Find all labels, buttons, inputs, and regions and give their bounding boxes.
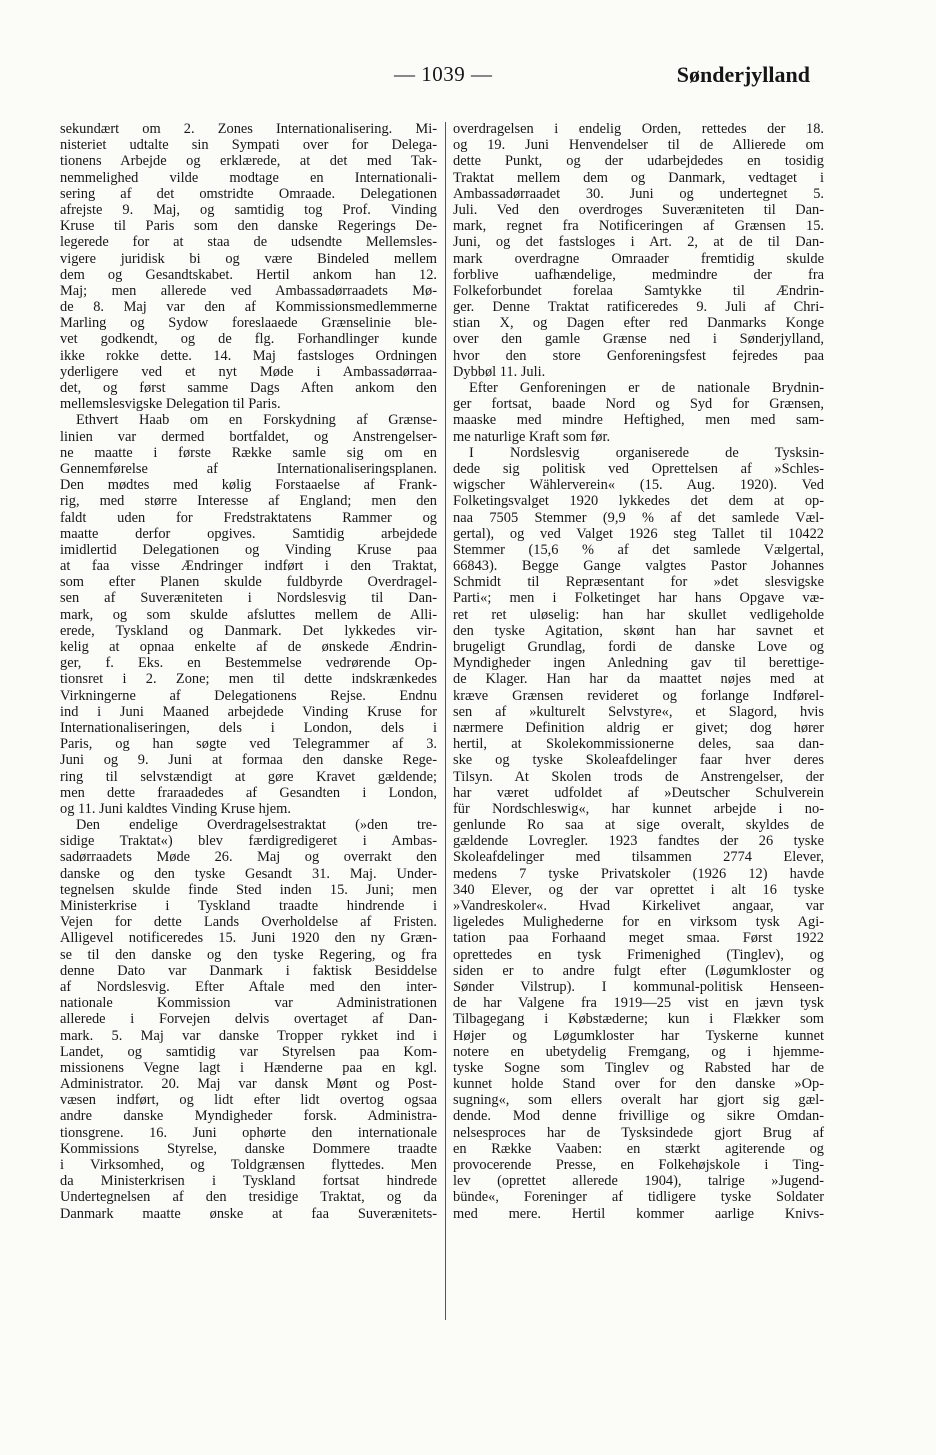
right-column bbox=[453, 121, 824, 1222]
text-line: legerede for at staa de udsendte Mellemsles- bbox=[60, 234, 437, 251]
text-line: bünde«, Foreninger af tidligere tyske Soldater bbox=[453, 1189, 824, 1206]
text-line: stian X, og Dagen efter red Danmarks Konge bbox=[453, 315, 824, 332]
text-line: Virkningerne af Delegationens Rejse. Endnu bbox=[60, 687, 437, 704]
text-line: siden er to andre fulgt efter (Løgumkloster og bbox=[453, 962, 824, 979]
text-line: Højer og Løgumkloster har Tyskerne kunnet bbox=[453, 1027, 824, 1044]
page-header bbox=[60, 62, 810, 94]
text-line: hvor den store Genforeningsfest fejredes paa bbox=[453, 347, 824, 364]
text-line: Danmark maatte ønske at faa Suverænitets- bbox=[60, 1205, 437, 1222]
text-line: tionsgrene. 16. Juni ophørte den internationale bbox=[60, 1124, 437, 1141]
text-line: linien var dermed bortfaldet, og Anstrengelser- bbox=[60, 428, 437, 445]
text-line: de 8. Maj var den af Kommissionsmedlemmerne bbox=[60, 299, 437, 316]
text-line: 340 Elever, og der var oprettet i alt 16 tyske bbox=[453, 881, 824, 898]
text-line: i Virksomhed, og Toldgrænsen flyttedes. Men bbox=[60, 1157, 437, 1173]
text-line: nemmelighed vilde modtage en Internationali- bbox=[60, 169, 437, 186]
text-line: tionens Arbejde og erklærede, at det med Tak- bbox=[60, 153, 437, 170]
text-line: vigere juridisk bi og være Bindeled mellem bbox=[60, 250, 437, 267]
text-line: Gennemførelse af Internationaliseringsplanen. bbox=[60, 460, 437, 477]
text-line: Marling og Sydow foreslaaede Grænselinie ble- bbox=[60, 315, 437, 332]
text-line: ring til selvstændigt at gøre Kravet gældende; bbox=[60, 768, 437, 785]
text-line: tation paa Forhaand meget smaa. Først 1922 bbox=[453, 930, 824, 947]
text-line: Den mødtes med kølig Forstaaelse af Frank- bbox=[60, 477, 437, 494]
text-line: som efter Planen skulde fuldbyrde Overdragel- bbox=[60, 574, 437, 591]
text-line: Vejen for dette Lands Overholdelse af Fristen. bbox=[60, 914, 437, 931]
text-line: kræve Grænsen revideret og forlange Indførel- bbox=[453, 687, 824, 704]
text-line: sadørraadets Møde 26. Maj og overrakt den bbox=[60, 849, 437, 866]
text-line: dede sig politisk ved Oprettelsen af »Schles- bbox=[453, 460, 824, 477]
text-line: Undertegnelsen af den tresidige Traktat, og da bbox=[60, 1189, 437, 1206]
text-line: brugeligt Grundlag, fordi de danske Love og bbox=[453, 639, 824, 655]
text-line: danske og den tyske Gesandt 31. Maj. Under- bbox=[60, 865, 437, 882]
text-line: mark. 5. Maj var danske Tropper rykket ind i bbox=[60, 1027, 437, 1044]
text-line: at faa visse Ændringer indført i den Traktat, bbox=[60, 558, 437, 575]
text-line: Folketingsvalget 1920 lykkedes det dem at op- bbox=[453, 493, 824, 510]
text-line: maatte derfor opgives. Samtidig arbejdede bbox=[60, 525, 437, 542]
text-line: ikke rokke dette. 14. Maj fastsloges Ordningen bbox=[60, 347, 437, 364]
text-line: afrejste 9. Maj, og samtidig tog Prof. Vinding bbox=[60, 201, 437, 218]
text-line: tegnelsen skulde finde Sted inden 15. Juni; men bbox=[60, 881, 437, 898]
text-line: Maj; men allerede ved Ambassadørraadets Mø- bbox=[60, 282, 437, 299]
text-line: ret ret uløselig: han har skullet vedligeholde bbox=[453, 606, 824, 623]
text-line: de har Valgene fra 1919—25 vist en jævn tysk bbox=[453, 995, 824, 1012]
text-line: mark, og som skulde afsluttes mellem de Alli- bbox=[60, 606, 437, 623]
text-line: Kommissions Styrelse, danske Dommere traadte bbox=[60, 1140, 437, 1157]
text-line: tyske Sogne som Tinglev og Rabsted har de bbox=[453, 1059, 824, 1076]
text-line: Dybbøl 11. Juli. bbox=[453, 363, 546, 380]
text-line: nærmere Definition aldrig er givet; dog hører bbox=[453, 719, 824, 736]
text-line: I Nordslesvig organiserede de Tysksin- bbox=[469, 444, 824, 461]
text-line: ligeledes Mulighederne for en virksom tysk Agi- bbox=[453, 914, 824, 931]
text-line: Paris, og han søgte ved Telegrammer af 3. bbox=[60, 736, 437, 753]
text-line: ske og tyske Skoleafdelinger faar hver deres bbox=[453, 752, 824, 769]
text-line: faldt uden for Fredstraktatens Rammer og bbox=[60, 509, 437, 526]
text-line: Den endelige Overdragelsestraktat (»den tre- bbox=[76, 817, 437, 834]
text-line: sering af det omstridte Omraade. Delegationen bbox=[60, 185, 437, 202]
text-line: den tyske Agitation, skønt han har savnet et bbox=[453, 622, 824, 639]
text-line: erede, Tyskland og Danmark. Det lykkedes vir- bbox=[60, 622, 437, 639]
text-line: andre danske Myndigheder forsk. Administra- bbox=[60, 1108, 437, 1125]
page-number: — 1039 — bbox=[394, 62, 493, 86]
text-line: og 19. Juni Henvendelser til de Allierede om bbox=[453, 137, 824, 154]
text-line: men dette fraraadedes af Gesandten i London, bbox=[60, 784, 437, 801]
text-line: gertal), og ved Valget 1926 steg Tallet til 10422 bbox=[453, 525, 824, 542]
text-line: Folkeforbundet forelaa Samtykke til Ændrin- bbox=[453, 282, 824, 299]
text-line: det, og først samme Dags Aften ankom den bbox=[60, 380, 437, 396]
text-line: Administrator. 20. Maj var dansk Mønt og Post- bbox=[60, 1076, 437, 1093]
text-line: rig, med større Interesse af England; men den bbox=[60, 493, 437, 510]
text-line: Internationaliseringen, dels i London, dels i bbox=[60, 719, 437, 736]
text-line: forblive uafhændelige, medmindre der fra bbox=[453, 266, 824, 283]
text-line: imidlertid Delegationen og Vinding Kruse paa bbox=[60, 541, 437, 558]
text-line: für Nordschleswig«, har kunnet arbejde i no- bbox=[453, 800, 824, 817]
text-line: Alligevel notificeredes 15. Juni 1920 den ny Græn- bbox=[60, 930, 437, 947]
text-line: de Klager. Han har da maattet nøjes med at bbox=[453, 671, 824, 688]
text-line: Kruse til Paris som den danske Regerings De- bbox=[60, 218, 437, 235]
text-line: Efter Genforeningen er de nationale Brydnin- bbox=[469, 380, 824, 396]
text-line: Stemmer (15,6 % af det samlede Vælgertal, bbox=[453, 541, 824, 558]
text-line: mellemslesvigske Delegation til Paris. bbox=[60, 396, 281, 413]
text-line: med mere. Hertil kommer aarlige Knivs- bbox=[453, 1205, 824, 1222]
text-line: Juni og 9. Juni at formaa den danske Rege- bbox=[60, 752, 437, 769]
text-line: og 11. Juni kaldtes Vinding Kruse hjem. bbox=[60, 800, 291, 817]
text-line: da Ministerkrisen i Tyskland fortsat hindrede bbox=[60, 1173, 437, 1190]
text-line: ger, f. Eks. en Bestemmelse vedrørende Op- bbox=[60, 655, 437, 672]
text-line: kelig at opnaa enkelte af de ønskede Ændrin- bbox=[60, 639, 437, 655]
text-line: medens 7 tyske Privatskoler (1926 12) havde bbox=[453, 865, 824, 882]
text-line: Tilsyn. At Skolen trods de Anstrengelser, der bbox=[453, 768, 824, 785]
text-line: mark, regnet fra Notificeringen af Grænsen 15. bbox=[453, 218, 824, 235]
text-line: tionsret i 2. Zone; men til dette indskrænkedes bbox=[60, 671, 437, 688]
text-line: Traktat mellem dem og Danmark, vedtaget i bbox=[453, 169, 824, 186]
text-line: naa 7505 Stemmer (9,9 % af det samlede Væl- bbox=[453, 509, 824, 526]
text-line: ne maatte i første Række samle sig om en bbox=[60, 444, 437, 461]
text-line: Sønder Vilstrup). I kommunal-politisk Henseen- bbox=[453, 978, 824, 995]
text-line: overdragelsen i endelig Orden, rettedes der 18. bbox=[453, 121, 824, 137]
text-line: oprettedes en tysk Frimenighed (Tinglev), og bbox=[453, 946, 824, 963]
text-line: sidige Traktat«) blev færdigredigeret i Ambas- bbox=[60, 833, 437, 850]
text-line: Myndigheder ingen Anledning gav til berettige- bbox=[453, 655, 824, 672]
text-line: genlunde Ro saa at sige overalt, skyldes de bbox=[453, 817, 824, 834]
running-head: Sønderjylland bbox=[676, 62, 810, 87]
text-line: »Vandreskoler«. Hvad Kirkelivet angaar, var bbox=[453, 898, 824, 914]
text-line: provocerende Presse, en Folkehøjskole i Ting- bbox=[453, 1157, 824, 1173]
text-line: me naturlige Kraft som før. bbox=[453, 428, 611, 445]
text-line: Ethvert Haab om en Forskydning af Grænse- bbox=[76, 412, 437, 429]
text-line: kunnet holde Stand over for den danske »Op- bbox=[453, 1076, 824, 1093]
text-line: maaske med mindre Heftighed, men med sam- bbox=[453, 412, 824, 429]
text-line: dende. Mod denne frivillige og sikre Omdan- bbox=[453, 1108, 824, 1125]
text-line: Skoleafdelinger med tilsammen 2774 Elever, bbox=[453, 849, 824, 866]
text-line: en Række Vaaben: en stærkt agiterende og bbox=[453, 1140, 824, 1157]
text-line: denne Dato var Danmark i faktisk Besiddelse bbox=[60, 962, 437, 979]
text-line: allerede i Forvejen delvis overtaget af Dan- bbox=[60, 1011, 437, 1028]
text-line: missionens Vegne lagt i Hænderne paa en kgl. bbox=[60, 1059, 437, 1076]
text-line: Ministerkrise i Tyskland traadte hindrende i bbox=[60, 898, 437, 914]
text-line: Juni, og det fastsloges i Art. 2, at de til Dan- bbox=[453, 234, 824, 251]
text-line: væsen indført, og lidt efter lidt overtog ogsaa bbox=[60, 1092, 437, 1109]
text-line: Schmidt til Repræsentant for »det slesvigske bbox=[453, 574, 824, 591]
text-line: notere en ubetydelig Fremgang, og i hjemme- bbox=[453, 1043, 824, 1060]
text-line: se til den danske og den tyske Regering, og fra bbox=[60, 946, 437, 963]
text-line: mark overdragne Omraader fremtidig skulde bbox=[453, 250, 824, 267]
text-line: ger. Denne Traktat ratificeredes 9. Juli af Chri- bbox=[453, 299, 824, 316]
text-line: sekundært om 2. Zones Internationalisering. Mi- bbox=[60, 121, 437, 137]
text-line: sugning«, som ellers overalt har gjort sig gæl- bbox=[453, 1092, 824, 1109]
text-line: Tilbagegang i Købstæderne; kun i Flækker som bbox=[453, 1011, 824, 1028]
text-line: nelsesproces har de Tysksindede gjort Brug af bbox=[453, 1124, 824, 1141]
text-line: lev (oprettet allerede 1904), talrige »Jugend- bbox=[453, 1173, 824, 1190]
text-line: hertil, at Skolekommissionerne deles, saa dan- bbox=[453, 736, 824, 753]
left-column bbox=[60, 121, 437, 1222]
column-divider bbox=[445, 122, 446, 1320]
text-line: sen af Suveræniteten i Nordslesvig til Dan- bbox=[60, 590, 437, 607]
text-line: Ambassadørraadet 30. Juni og undertegnet 5. bbox=[453, 185, 824, 202]
text-line: har været udfoldet af »Deutscher Schulverein bbox=[453, 784, 824, 801]
text-line: over den gamle Grænse ned i Sønderjylland, bbox=[453, 331, 824, 348]
text-line: Landet, og samtidig var Styrelsen paa Kom- bbox=[60, 1043, 437, 1060]
text-line: Parti«; men i Folketinget har hans Opgave væ- bbox=[453, 590, 824, 607]
text-line: 66843). Begge Gange valgtes Pastor Johannes bbox=[453, 558, 824, 575]
text-line: wigscher Wählerverein« (15. Aug. 1920). Ved bbox=[453, 477, 824, 494]
text-line: sen af »kulturelt Selvstyre«, et Slagord, hvis bbox=[453, 703, 824, 720]
text-line: dette Punkt, og der udarbejdedes en tosidig bbox=[453, 153, 824, 170]
text-line: af Nordslesvig. Efter Aftale med den inter- bbox=[60, 978, 437, 995]
text-line: nisteriet udtalte sin Sympati over for Delega- bbox=[60, 137, 437, 154]
text-line: vet godkendt, og de flg. Forhandlinger kunde bbox=[60, 331, 437, 348]
text-line: yderligere ved et nyt Møde i Ambassadørraa- bbox=[60, 363, 437, 380]
text-line: gældende Lovregler. 1923 fandtes der 26 tyske bbox=[453, 833, 824, 850]
text-line: ger fortsat, baade Nord og Syd for Grænsen, bbox=[453, 396, 824, 413]
text-line: ind i Juni Maaned arbejdede Vinding Kruse for bbox=[60, 703, 437, 720]
text-line: nationale Kommission var Administrationen bbox=[60, 995, 437, 1012]
text-line: Juli. Ved den overdroges Suveræniteten til Dan- bbox=[453, 201, 824, 218]
text-line: dem og Gesandtskabet. Hertil ankom han 12. bbox=[60, 266, 437, 283]
